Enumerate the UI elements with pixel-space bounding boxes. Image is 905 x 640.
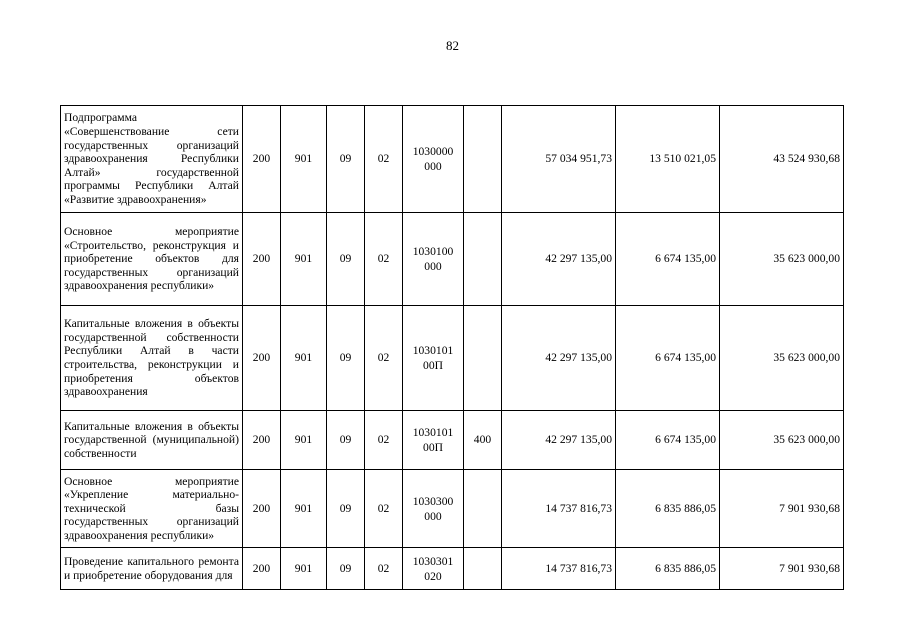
row-col4: 02 (365, 306, 403, 411)
row-name: Капитальные вложения в объекты государственной собственности Республики Алтай в части строительства, реконструкции и приобретения объектов здравоохранения (61, 306, 243, 411)
row-col3: 09 (327, 306, 365, 411)
row-name: Проведение капитального ремонта и приобретение оборудования для (61, 548, 243, 590)
row-amount3: 43 524 930,68 (720, 106, 844, 213)
budget-table-body (61, 106, 844, 590)
row-col2: 901 (281, 548, 327, 590)
row-col2: 901 (281, 411, 327, 470)
table-row (61, 306, 844, 411)
row-name: Основное мероприятие «Строительство, реконструкция и приобретение объектов для государственных организаций здравоохранения республики» (61, 213, 243, 306)
row-name: Подпрограмма «Совершенствование сети государственных организаций здравоохранения Республики Алтай» государственной программы Республики Алтай «Развитие здравоохранения» (61, 106, 243, 213)
row-col3: 09 (327, 106, 365, 213)
row-amount1: 42 297 135,00 (502, 213, 616, 306)
row-amount2: 6 674 135,00 (616, 213, 720, 306)
row-col3: 09 (327, 470, 365, 548)
row-col4: 02 (365, 213, 403, 306)
row-amount3: 35 623 000,00 (720, 306, 844, 411)
row-col3: 09 (327, 213, 365, 306)
row-amount1: 14 737 816,73 (502, 470, 616, 548)
row-col2: 901 (281, 306, 327, 411)
row-name: Капитальные вложения в объекты государственной (муниципальной) собственности (61, 411, 243, 470)
row-col1: 200 (243, 548, 281, 590)
table-row (61, 106, 844, 213)
row-type (464, 306, 502, 411)
row-amount2: 6 835 886,05 (616, 548, 720, 590)
row-col4: 02 (365, 106, 403, 213)
row-col1: 200 (243, 306, 281, 411)
row-code: 1030300 000 (403, 470, 464, 548)
row-amount1: 42 297 135,00 (502, 306, 616, 411)
row-amount3: 35 623 000,00 (720, 411, 844, 470)
page-number: 82 (446, 38, 459, 53)
row-code: 1030000 000 (403, 106, 464, 213)
row-col2: 901 (281, 470, 327, 548)
row-col1: 200 (243, 470, 281, 548)
table-row (61, 213, 844, 306)
row-amount3: 7 901 930,68 (720, 548, 844, 590)
row-code: 1030101 00П (403, 411, 464, 470)
row-amount2: 6 674 135,00 (616, 306, 720, 411)
row-amount1: 42 297 135,00 (502, 411, 616, 470)
row-col3: 09 (327, 411, 365, 470)
row-amount2: 6 835 886,05 (616, 470, 720, 548)
table-row (61, 411, 844, 470)
row-code: 1030100 000 (403, 213, 464, 306)
budget-table (60, 105, 844, 590)
row-type: 400 (464, 411, 502, 470)
row-col3: 09 (327, 548, 365, 590)
row-amount2: 13 510 021,05 (616, 106, 720, 213)
table-row (61, 548, 844, 590)
row-name: Основное мероприятие «Укрепление материально-технической базы государственных организаций здравоохранения республики» (61, 470, 243, 548)
row-code: 1030301 020 (403, 548, 464, 590)
row-col1: 200 (243, 106, 281, 213)
row-col2: 901 (281, 213, 327, 306)
row-amount3: 7 901 930,68 (720, 470, 844, 548)
row-amount3: 35 623 000,00 (720, 213, 844, 306)
row-col2: 901 (281, 106, 327, 213)
row-col1: 200 (243, 411, 281, 470)
row-type (464, 106, 502, 213)
row-amount1: 57 034 951,73 (502, 106, 616, 213)
row-col4: 02 (365, 548, 403, 590)
row-col4: 02 (365, 411, 403, 470)
row-code: 1030101 00П (403, 306, 464, 411)
row-type (464, 213, 502, 306)
row-col1: 200 (243, 213, 281, 306)
row-col4: 02 (365, 470, 403, 548)
table-row (61, 470, 844, 548)
row-amount2: 6 674 135,00 (616, 411, 720, 470)
row-type (464, 470, 502, 548)
row-type (464, 548, 502, 590)
row-amount1: 14 737 816,73 (502, 548, 616, 590)
